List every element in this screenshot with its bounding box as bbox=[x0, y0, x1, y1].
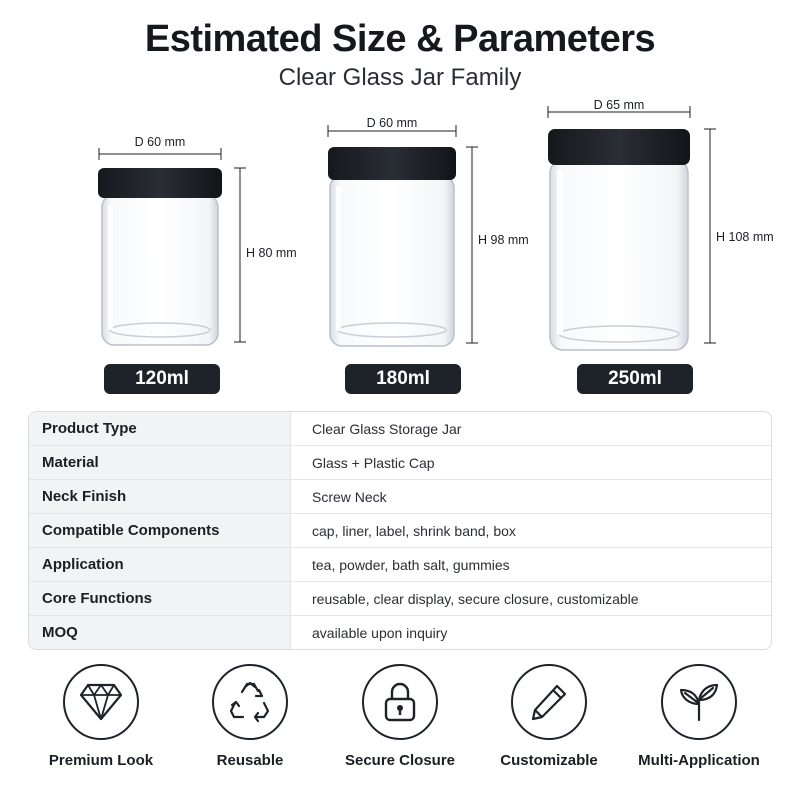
spec-value: available upon inquiry bbox=[312, 624, 448, 641]
spec-value: Clear Glass Storage Jar bbox=[312, 420, 462, 437]
jar-3-height: H 108 mm bbox=[716, 230, 774, 244]
jar-1-height: H 80 mm bbox=[246, 246, 297, 260]
lock-icon bbox=[362, 664, 438, 740]
feature-premium-look bbox=[26, 664, 176, 769]
feature-label: Premium Look bbox=[48, 752, 154, 769]
feature-customizable bbox=[474, 664, 624, 769]
table-row bbox=[29, 582, 771, 616]
feature-secure-closure bbox=[325, 664, 475, 769]
feature-label: Multi-Application bbox=[638, 752, 760, 769]
spec-value: reusable, clear display, secure closure, customizable bbox=[312, 590, 639, 607]
feature-reusable bbox=[175, 664, 325, 769]
page-subtitle: Clear Glass Jar Family bbox=[278, 64, 522, 91]
table-row bbox=[29, 412, 771, 446]
table-row bbox=[29, 548, 771, 582]
page-title: Estimated Size & Parameters bbox=[144, 18, 656, 60]
leaves-icon bbox=[661, 664, 737, 740]
table-row bbox=[29, 446, 771, 480]
diamond-icon bbox=[63, 664, 139, 740]
spec-value: Glass + Plastic Cap bbox=[312, 454, 435, 471]
jar-120ml bbox=[98, 135, 297, 345]
spec-label: Compatible Components bbox=[29, 514, 291, 547]
spec-label: Neck Finish bbox=[29, 480, 291, 513]
table-row bbox=[29, 514, 771, 548]
jar-2-height: H 98 mm bbox=[478, 233, 529, 247]
size-badge-250ml: 250ml bbox=[577, 364, 693, 394]
pencil-icon bbox=[511, 664, 587, 740]
spec-value: cap, liner, label, shrink band, box bbox=[312, 522, 516, 539]
jar-3-diameter: D 65 mm bbox=[593, 98, 645, 112]
size-badge-120ml: 120ml bbox=[104, 364, 220, 394]
feature-label: Reusable bbox=[216, 752, 284, 769]
jar-1-diameter: D 60 mm bbox=[134, 135, 186, 149]
recycle-icon bbox=[212, 664, 288, 740]
table-row bbox=[29, 616, 771, 649]
spec-table bbox=[28, 411, 772, 650]
table-row bbox=[29, 480, 771, 514]
feature-multi-application bbox=[624, 664, 774, 769]
spec-label: Application bbox=[29, 548, 291, 581]
jar-2-diameter: D 60 mm bbox=[366, 116, 418, 130]
jar-250ml bbox=[548, 98, 774, 350]
jar-180ml bbox=[328, 116, 529, 346]
feature-label: Customizable bbox=[500, 752, 598, 769]
spec-value: Screw Neck bbox=[312, 488, 387, 505]
spec-label: Core Functions bbox=[29, 582, 291, 615]
size-badge-180ml: 180ml bbox=[345, 364, 461, 394]
spec-label: Product Type bbox=[29, 412, 291, 445]
spec-label: MOQ bbox=[29, 616, 291, 649]
feature-icons bbox=[0, 664, 800, 784]
spec-value: tea, powder, bath salt, gummies bbox=[312, 556, 510, 573]
feature-label: Secure Closure bbox=[344, 752, 456, 769]
spec-label: Material bbox=[29, 446, 291, 479]
